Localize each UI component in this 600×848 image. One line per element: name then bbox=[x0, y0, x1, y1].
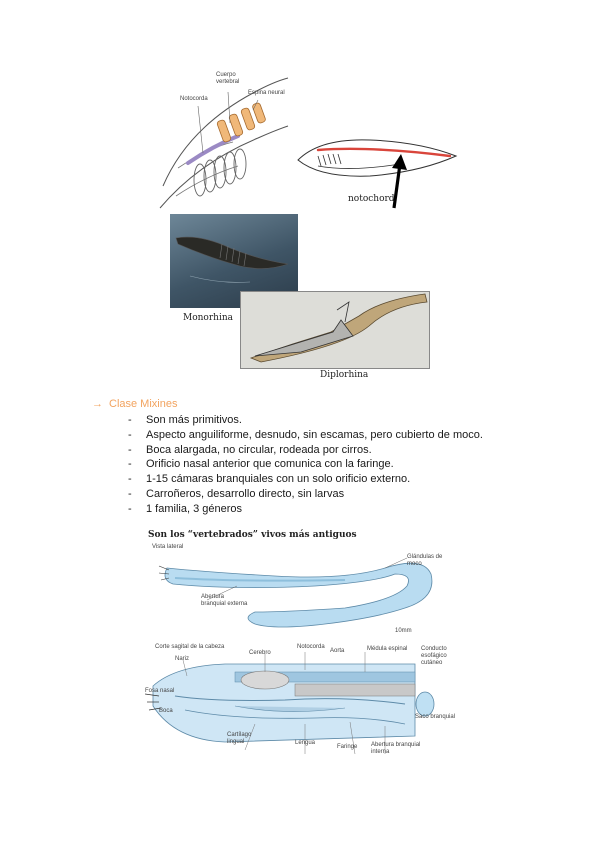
label-nostril: Fosa nasal bbox=[145, 688, 175, 694]
label-notochord-b: Notocorda bbox=[297, 644, 325, 650]
list-item: - Boca alargada, no circular, rodeada por cirros. bbox=[128, 443, 372, 456]
notochord-fish-figure bbox=[290, 128, 462, 212]
label-mucus-glands: Glándulas de moco bbox=[407, 554, 443, 567]
characteristics-list bbox=[128, 413, 483, 517]
label-gill-pouch: Saco branquial bbox=[415, 714, 456, 720]
fossil-photo-illustration bbox=[241, 292, 429, 368]
label-sagittal-section: Corte sagital de la cabeza bbox=[155, 644, 225, 650]
arrow-icon: → bbox=[92, 398, 103, 410]
list-item: - Aspecto anguiliforme, desnudo, sin escamas, pero cubierto de moco. bbox=[128, 428, 483, 441]
label-cartilage: Cartílago lingual bbox=[227, 732, 252, 745]
label-esophagus-duct: Conducto esofágico cutáneo bbox=[421, 646, 447, 666]
label-external-gill-opening: Abertura branquial externa bbox=[201, 594, 248, 607]
label-neural-spine: Espina neural bbox=[248, 90, 285, 96]
section-heading bbox=[92, 398, 177, 410]
label-vertebral-body: Cuerpo vertebral bbox=[216, 72, 240, 85]
hagfish-figure bbox=[145, 528, 456, 768]
label-brain: Cerebro bbox=[249, 650, 271, 656]
hagfish-figure-title: Son los “vertebrados” vivos más antiguos bbox=[148, 530, 357, 540]
label-tongue: Lengua bbox=[295, 740, 316, 746]
label-pharynx: Faringe bbox=[337, 744, 358, 750]
label-nasal: Nariz bbox=[175, 656, 190, 662]
label-notochord: Notocorda bbox=[180, 96, 208, 102]
label-mouth: Boca bbox=[159, 708, 173, 714]
list-item: - 1 familia, 3 géneros bbox=[128, 502, 242, 515]
label-dorsal-aorta: Aorta bbox=[330, 648, 345, 654]
label-spinal-cord: Médula espinal bbox=[367, 646, 408, 652]
caption-monorhina: Monorhina bbox=[183, 313, 233, 323]
section-title: Clase Mixines bbox=[109, 398, 178, 410]
label-internal-opening: Abertura branquial interna bbox=[371, 742, 421, 755]
caption-diplorhina: Diplorhina bbox=[320, 370, 369, 380]
label-lateral-view: Vista lateral bbox=[152, 544, 184, 550]
hagfish-body-drawing bbox=[145, 538, 445, 638]
photo-diplorhina bbox=[240, 291, 430, 369]
vertebral-anatomy-figure bbox=[158, 68, 290, 216]
label-notochord-en: notochord bbox=[348, 194, 395, 204]
list-item: - Orificio nasal anterior que comunica con la faringe. bbox=[128, 458, 394, 471]
list-item: - Son más primitivos. bbox=[128, 414, 242, 426]
list-item: - 1-15 cámaras branquiales con un solo orificio externo. bbox=[128, 473, 411, 486]
label-scale: 10mm bbox=[395, 628, 412, 634]
list-item: - Carroñeros, desarrollo directo, sin larvas bbox=[128, 487, 345, 500]
